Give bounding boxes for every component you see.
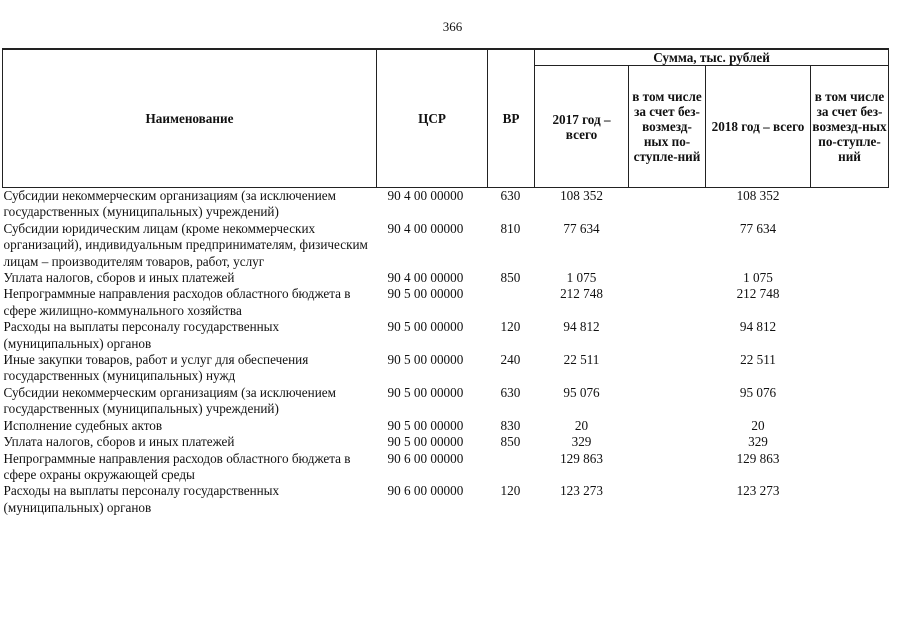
page-number: 366 (442, 19, 463, 34)
row-2017-free (629, 483, 706, 516)
header-2018-free: в том числе за счет без-возмезд-ных по-ступле-ний (811, 66, 889, 188)
row-name: Непрограммные направления расходов областного бюджета в сфере охраны окружающей среды (3, 450, 351, 482)
row-2017-free (629, 434, 706, 450)
table-row (3, 385, 889, 418)
row-2017-free (629, 352, 706, 385)
row-2018-free (811, 418, 889, 434)
row-vr: 120 (500, 483, 521, 499)
row-vr: 810 (500, 220, 521, 236)
table-row (3, 483, 889, 516)
row-2017-total: 20 (574, 417, 589, 433)
row-csr: 90 5 00 00000 (387, 434, 464, 450)
row-2017-total: 22 511 (563, 352, 600, 368)
row-2017-free (629, 418, 706, 434)
row-2017-total: 95 076 (563, 384, 600, 400)
row-vr: 630 (500, 384, 521, 400)
row-2018-free (811, 352, 889, 385)
header-2018-total: 2018 год – всего (706, 66, 811, 188)
table-row (3, 434, 889, 450)
table-row (3, 319, 889, 352)
row-2017-free (629, 188, 706, 221)
row-2018-free (811, 483, 889, 516)
table-row (3, 188, 889, 221)
row-name: Субсидии юридическим лицам (кроме некоммерческих организаций), индивидуальным предпринимателям, физическим лицам – производителям товаров, работ, услуг (3, 220, 368, 269)
row-name: Иные закупки товаров, работ и услуг для обеспечения государственных (муниципальных) нужд (3, 352, 309, 384)
table-body (3, 188, 889, 517)
row-2018-free (811, 451, 889, 484)
row-csr: 90 6 00 00000 (387, 483, 464, 499)
row-2017-free (629, 270, 706, 286)
row-2017-total: 108 352 (560, 188, 603, 203)
row-2018-total: 20 (751, 417, 765, 433)
table-row (3, 221, 889, 270)
row-2017-free (629, 319, 706, 352)
row-name: Уплата налогов, сборов и иных платежей (3, 434, 235, 450)
header-sum-group: Сумма, тыс. рублей (535, 49, 889, 66)
row-vr: 830 (500, 417, 521, 433)
row-2017-free (629, 221, 706, 270)
header-csr: ЦСР (377, 49, 488, 188)
row-vr: 240 (500, 352, 521, 368)
row-name: Исполнение судебных актов (3, 417, 163, 433)
table-row (3, 418, 889, 434)
budget-table (2, 48, 889, 516)
row-2017-total: 329 (571, 434, 592, 450)
row-vr: 850 (500, 434, 521, 450)
table-row (3, 352, 889, 385)
row-2018-free (811, 385, 889, 418)
row-vr: 850 (500, 270, 521, 286)
row-2017-total: 1 075 (566, 270, 597, 286)
row-2018-free (811, 286, 889, 319)
row-csr: 90 5 00 00000 (387, 417, 464, 433)
row-name: Расходы на выплаты персоналу государственных (муниципальных) органов (3, 319, 280, 351)
row-name: Уплата налогов, сборов и иных платежей (3, 270, 235, 286)
row-2018-total: 1 075 (743, 270, 773, 286)
row-csr: 90 5 00 00000 (387, 352, 464, 368)
row-2018-total: 123 273 (736, 483, 780, 499)
row-2018-total: 77 634 (739, 220, 777, 236)
row-csr: 90 4 00 00000 (387, 220, 464, 236)
row-name: Субсидии некоммерческим организациям (за исключением государственных (муниципальных) учреждений) (3, 188, 336, 220)
row-2017-free (629, 385, 706, 418)
row-csr: 90 4 00 00000 (387, 188, 464, 203)
row-2017-total: 77 634 (563, 220, 600, 236)
row-vr (488, 451, 535, 484)
table-row (3, 286, 889, 319)
row-csr: 90 6 00 00000 (387, 450, 464, 466)
row-2018-total: 22 511 (740, 352, 776, 368)
row-2018-free (811, 221, 889, 270)
row-csr: 90 4 00 00000 (387, 270, 464, 286)
row-2017-free (629, 286, 706, 319)
row-2017-total: 123 273 (560, 483, 603, 499)
header-2017-free: в том числе за счет без-возмезд-ных по-ступле-ний (629, 66, 706, 188)
row-vr (488, 286, 535, 319)
row-vr: 630 (500, 188, 521, 203)
header-vr: ВР (488, 49, 535, 188)
table-row (3, 270, 889, 286)
row-2018-free (811, 188, 889, 221)
row-2017-total: 94 812 (563, 319, 600, 335)
row-csr: 90 5 00 00000 (387, 319, 464, 335)
row-vr: 120 (500, 319, 521, 335)
row-2018-total: 94 812 (739, 319, 777, 335)
row-2018-total: 329 (748, 434, 768, 450)
row-2018-total: 129 863 (736, 450, 780, 466)
row-2017-total: 212 748 (560, 286, 603, 302)
header-2017-total: 2017 год – всего (535, 66, 629, 188)
row-2018-total: 212 748 (736, 286, 780, 302)
row-2017-total: 129 863 (560, 450, 603, 466)
row-name: Непрограммные направления расходов областного бюджета в сфере жилищно-коммунального хозяйства (3, 286, 351, 318)
row-2018-free (811, 319, 889, 352)
table-header (3, 49, 889, 188)
row-name: Субсидии некоммерческим организациям (за исключением государственных (муниципальных) учреждений) (3, 384, 336, 417)
row-2018-total: 95 076 (739, 384, 777, 400)
header-name: Наименование (3, 49, 377, 188)
row-2017-free (629, 451, 706, 484)
row-2018-free (811, 270, 889, 286)
row-name: Расходы на выплаты персоналу государственных (муниципальных) органов (3, 483, 280, 515)
table-row (3, 451, 889, 484)
row-csr: 90 5 00 00000 (387, 384, 464, 400)
row-2018-free (811, 434, 889, 450)
row-2018-total: 108 352 (736, 188, 780, 203)
row-csr: 90 5 00 00000 (387, 286, 464, 302)
